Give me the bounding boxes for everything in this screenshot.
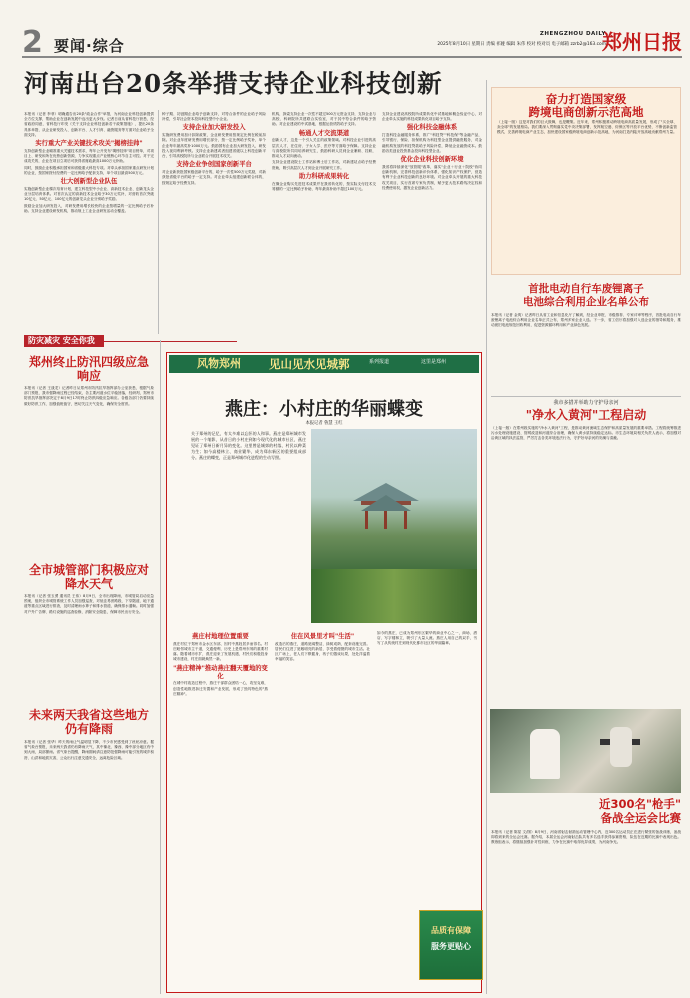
column-divider [486,80,487,994]
feature-byline: 本报记者 鲁慧 王红 [305,421,343,426]
main-headline: 河南出台20条举措支持企业科技创新 [24,69,443,98]
flood-story-body: 本报讯（记者 王战龙）记者昨日从郑州市防汛抗旱指挥部办公室获悉，根据气象部门预报，我市强降雨过程已经结束，各主要河道水位平稳回落，经研判，郑州市防汛抗旱指挥部决定于8月9日17时终止防汛四级应急响应。各级各部门仍要持续做好防汛工作，加强值班值守，密切关注天气变化，确保安全度汛。 [24,386,154,406]
lead-column-4 [382,112,482,334]
feature-headline: 燕庄：小村庄的华丽蝶变 [225,399,423,420]
feature-subhead: 住在风景里才叫"生活" [290,633,355,640]
lead-paragraph: 实施创新型企业梯次培育计划，建立科技型中小企业、高新技术企业、创新龙头企业分层培育体系。对首次认定的高新技术企业给予30万元奖补，对营收首次突破10亿元、50亿元、100亿元的创新龙头企业分别给予奖励。 [24,186,154,202]
page-header [22,25,682,60]
column-divider [158,110,159,334]
lead-paragraph: 实施研发费用加计扣除政策，企业研发费用按规定比例在税前扣除。对企业年度研发费用增长部分，按一定比例给予奖补，单个企业每年最高奖补1000万元。鼓励国有企业加大研发投入，研发投入视同利润考核。支持企业新建或者组建省级以上科技创新平台，引导高校院所与企业联合开展技术攻关。 [162,133,266,159]
lead-paragraph: 鼓励企业加大研发投入，对研发费用增长较快的企业按增量的一定比例给予后补助。支持企业建设研发机构，推动规上工业企业研发活动全覆盖。 [24,203,154,213]
column-divider [160,340,161,994]
lead-body: 本报讯（记者 李菲）明确通告出20条"政金合作"举措，为河南企业科技创新提供全方位支撑，帮助企业在创新发展中迈出更大步伐。记者日前从省科技厅获悉，经省政府同意，省科技厅印发《关于支持企业科技创新若干政策措施》，提出20条具体举措，从企业研发投入、创新平台、人才引育、融资服务等方面对企业给予全面支持。 [24,112,154,137]
shooting-training-photo [490,709,681,793]
feature-column-bar [169,355,479,373]
lead-column-1 [24,112,154,330]
lead-paragraph: 机构，探索支持企业一次性不超过500万元资金支持，支持企业与高校、科研院所共建联合实验室，对于其中符合条件的给予资助。对企业建设的中试基地，根据运营绩效给予支持。 [272,112,376,127]
lead-paragraph: 在豫企业购买先进技术成果并在我省转化的，按实际支付技术交易额的一定比例给予补助，每年最高补助不超过100万元。 [272,181,376,191]
lead-paragraph: 支持创新型企业瞄准重大关键技术需求，每年公开发布"揭榜挂帅"项目榜单，对项目上、研发和所在优势创新资源，力争实现重点产业链核心环节自主可控。对于完成攻关的，企业在项目立项后可获得省财政最高1000万元补助。 [24,148,154,164]
page-number: 2 [22,25,43,60]
rain-forecast-story-title: 未来两天我省这些地方仍有降雨 [28,708,149,737]
section-name: 要闻·综合 [54,37,125,55]
pavilion-drawing [351,481,421,531]
feature-column-tag: 风物郑州 [197,357,241,370]
feature-paragraph: 改造后的燕庄，道路宽阔整洁，绿树成荫，配套设施完善。居民们住进了宽敞明亮的新居，享受着便捷的城市生活。社区广场上，老人们下棋健身，孩子们嬉戏玩耍，处处洋溢着幸福的笑容。 [275,641,370,662]
shooting-story-body: 本报讯（记者 陈星 文/图）8月9日，河南省射击射箭运动管理中心内，近300名运动员正在进行紧张的备战训练，备战即将到来的全运会比赛。据介绍，本届全运会河南射击队共有多名选手获得参赛资格，队伍在近期的比赛中表现出色。教练组表示，将继续加强针对性训练，力争在比赛中取得优异成绩，为河南争光。 [491,830,681,845]
urban-mgmt-story-title: 全市城管部门积极应对降水天气 [28,563,149,592]
lead-paragraph: 支持企业建设高校院所成果转化中试基地和概念验证中心，对企业牵头实施的科技成果转化项目给予支持。 [382,112,482,122]
feature-column-title: 见山见水见城郭 [269,357,350,371]
ad-line-2: 服务更贴心 [431,941,471,951]
river-story-kicker: 我市多措并举助力守护母亲河 [553,400,619,406]
lead-subhead-5: 畅通人才交流渠道 [298,129,350,137]
lead-subhead-8: 优化企业科技创新环境 [400,156,464,164]
lead-paragraph: 我省将持续深化"放管服"改革，落实"企业＋行业＋院校"协同创新机制，完善科技创新评价体系，强化知识产权保护，营造有利于企业科技创新的良好环境。对企业牵头开展的重大科技攻关项目，实行首席专家负责制，赋予更大技术路线决定权和经费使用权，激发企业创新活力。 [382,164,482,190]
feature-paragraph: 在城中村改造过程中，燕庄干部群众团结一心，攻坚克难，创造性地推进拆迁安置和产业发展，形成了独具特色的"燕庄精神"。 [173,681,268,696]
lead-subhead-4: 支持企业争创国家创新平台 [176,161,252,169]
story-body: （上接一版）这是对我们的巨大鼓舞，也是鞭策。近年来，郑州积极推动跨境电商高质量发展，形成了"买全球、卖全球"的发展格局。我们要深入贯彻落实党中央决策部署，发挥航空港、综保区等开放平台优势，不断创新监管模式，完善跨境电商产业生态，加快建设国家级跨境电商创新示范高地，为河南打造内陆开放高地贡献郑州力量。 [497,120,677,135]
lead-subhead-2: 壮大创新型企业队伍 [60,178,118,186]
battery-story-title-2: 电池综合利用企业名单公布 [523,296,649,308]
feature-column-1 [173,631,268,983]
feature-intro: 关于郑州的记忆，有太多难以忘怀的人和事。燕庄是郑州城市发展的一个缩影，从昔日的小村庄到如今现代化的城市社区，燕庄见证了郑州日新月异的变化。这里曾是城郊的村落，村民以种菜为生；如今高楼林立、商业繁华，成为郑东新区的重要组成部分。燕庄的蝶变，正是郑州城市化进程的生动写照。 [191,431,306,460]
lead-paragraph: 对企业新获批国家级创新平台的，给予一次性500万元奖励，对新获批省级平台的给予一定支持。对企业牵头组建创新联合体的，按规定给予经费支持。 [162,170,266,185]
lead-subhead-7: 强化科技金融体系 [406,124,458,132]
shooting-story-title-1: 近300名"枪手" [599,797,681,811]
lead-column-2 [162,112,266,334]
lead-subhead-1: 实行重大产业关键技术攻关"揭榜挂帅" [35,140,143,148]
shooting-story-title-2: 备战全运会比赛 [600,811,681,825]
feature-paragraph: 燕庄村位于郑州市金水区东部，因村中燕姓居多而得名。村庄毗邻城市主干道，交通便利，历史上是郑州东郊的重要村落。随着城市东扩，燕庄迎来了发展机遇，村民们积极投身城市建设，村庄面貌焕然一新。 [173,641,268,662]
lead-paragraph: 支持企业建设院士工作站和博士后工作站，对新建站点给予经费资助，吸引高层次人才到企业开展研究工作。 [272,160,376,170]
date-line: 2025年8月10日 星期日 责编 祁娅 编辑 朱伟 校对 校对员 电子邮箱 zzrb2@163.com [437,42,606,47]
feature-column-3: 如今的燕庄，已成为郑州东区繁华的商业中心之一，商场、酒店、写字楼林立，吸引了大量人流。燕庄人用自己的双手，书写了从传统村庄到现代化都市社区的华丽篇章。 [377,631,477,646]
ad-line-1: 品质有保障 [431,926,471,935]
rain-forecast-story-body: 本报讯（记者 张华）昨天的雨让气温明显下降，不少市民感受到了丝丝凉意。据省气象台预报，未来两天我省仍有降雨天气，其中豫北、豫西、豫中部分地区有中到大雨，局部暴雨。省气象台提醒，降雨期间请注意防范强降雨可能引发的城乡积涝、山洪和地质灾害，公众出行注意交通安全，远离危险区域。 [24,740,154,760]
feature-series-label-2: 这里是郑州 [421,359,447,365]
feature-series-label: 系列报道 [369,359,390,365]
paper-logo: 郑州日报 [602,30,682,54]
river-story-body: （上接一版）在郑州段实施的"净水入黄河"工程，是推动黄河流域生态保护和高质量发展的重要举措。工程将统筹推进污水处理设施建设、管网改造和河道综合治理，确保入黄水质持续稳定达标。市生态环境局相关负责人表示，将加强对沿黄区域的执法监管，严厉打击各类环境违法行为，守护好母亲河的安澜与清澈。 [491,426,681,441]
cross-border-story [491,87,681,275]
lead-subhead-3: 支持企业加大研发投入 [182,124,246,132]
advertisement [419,910,483,980]
urban-mgmt-story-body: 本报讯（记者 张玉勇 通讯员 王伟）8月9日，全市出现降雨，市城管局启动应急预案，组织全市城管系统工作人员加强巡查，对低洼易涝路段、下穿隧道、地下通道等重点区域进行排查，及时清理雨水箅子和排水管道，确保排水通畅。同时加强对户外广告牌、路灯设施的巡查检修，消除安全隐患，保障市民出行安全。 [24,594,154,614]
lead-paragraph: 打造科技金融服务体系，推广"科技贷""科技保"等金融产品，引导银行、保险、担保机构为科技型企业提供融资服务，对金融机构发放的科技贷款给予风险补偿，降低企业融资成本。鼓励各类创业投资基金投向科技型企业。 [382,133,482,153]
battery-story-title-1: 首批电动自行车废锂离子 [528,283,644,295]
flood-story-title: 郑州终止防汛四级应急响应 [28,355,149,384]
banner-rule [104,341,237,342]
feature-column-2 [275,631,370,983]
story-title-line-2: 跨境电商创新示范高地 [528,105,644,119]
feature-story [166,352,482,993]
section-divider [491,396,681,397]
lead-paragraph: 创新人才，这是一个引人关注的政策领域。对科技企业引进的高层次人才，在住房、子女入学、医疗等方面给予保障。支持企业与高校院所共同培养研究生，鼓励科研人员到企业兼职、挂职，推动人才双向流动。 [272,138,376,159]
feature-subhead: 燕庄村地理位置重要 [192,633,249,640]
feature-subhead: "燕庄精神"推动燕庄翻天覆地的变化 [173,664,268,680]
story-title-line-1: 奋力打造国家级 [545,92,627,106]
lead-paragraph: 同时，鼓励企业积极承担国家和省级重大科技专项。对牵头承担国家重点研发计划的企业，按国家拨付经费的一定比例给予配套支持，单个项目最高500万元。 [24,165,154,175]
lead-paragraph: 种子期、初创期企业给予创新支持，对符合条件的企业给予风险补偿，引导社会资本投向科技型中小企业。 [162,112,266,122]
battery-story-body: 本报讯（记者 金爽）记者昨日从省工业和信息化厅了解到，经企业申报、市级推荐、专家评审等程序，首批电动自行车废锂离子电池综合利用企业名单正式公布，郑州多家企业入选。下一步，省工信厅将加强对入选企业的指导和服务，推动废旧电池规范回收利用，促进资源循环利用和产业绿色发展。 [491,313,681,328]
lead-column-3 [272,112,376,334]
safety-banner: 防灾减灾 安全你我 [24,335,104,347]
river-story-title: "净水入黄河"工程启动 [525,408,647,422]
paper-english-name: ZHENGZHOU DAILY [539,31,606,37]
pavilion-photo [311,429,477,623]
lead-subhead-6: 助力科研成果转化 [298,172,350,180]
